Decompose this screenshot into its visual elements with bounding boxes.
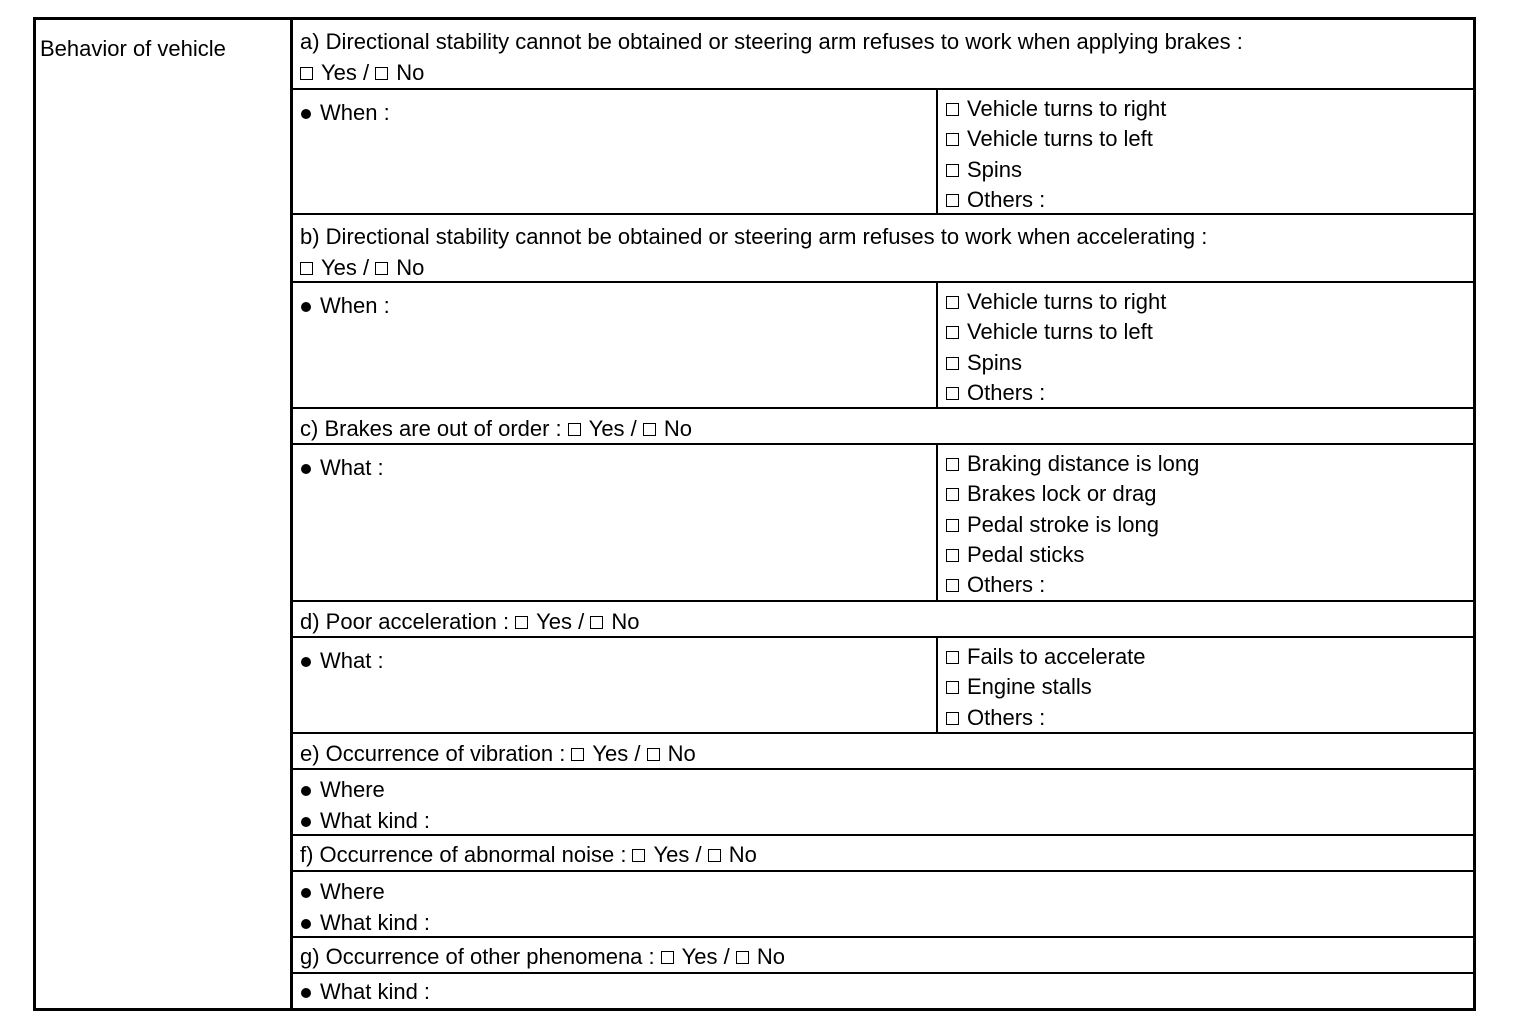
yes-label: Yes bbox=[588, 416, 625, 441]
question-d-text: d) Poor acceleration : bbox=[300, 609, 510, 634]
option-checkbox[interactable] bbox=[946, 458, 959, 471]
no-checkbox[interactable] bbox=[643, 423, 656, 436]
when-label: When : bbox=[320, 293, 390, 318]
bullet-icon bbox=[301, 464, 311, 474]
option-label: Vehicle turns to left bbox=[967, 126, 1153, 152]
no-label: No bbox=[396, 255, 425, 280]
no-label: No bbox=[756, 944, 786, 969]
option-checkbox[interactable] bbox=[946, 103, 959, 116]
option-label: Spins bbox=[967, 156, 1023, 182]
question-a-text: a) Directional stability cannot be obtained or steering arm refuses to work when applying brakes : bbox=[300, 29, 1243, 54]
question-d-detail bbox=[293, 638, 1473, 734]
bullet-icon bbox=[301, 786, 311, 796]
bullet-icon bbox=[301, 657, 311, 667]
yes-checkbox[interactable] bbox=[568, 423, 581, 436]
what-label: What : bbox=[320, 648, 384, 673]
no-checkbox[interactable] bbox=[736, 951, 749, 964]
bullet-icon bbox=[301, 919, 311, 929]
what-label: What : bbox=[320, 455, 384, 480]
option-label: Braking distance is long bbox=[967, 451, 1200, 476]
option-checkbox[interactable] bbox=[946, 579, 959, 592]
no-checkbox[interactable] bbox=[375, 67, 388, 80]
what-kind-label: What kind : bbox=[320, 909, 431, 935]
option-label: Vehicle turns to right bbox=[967, 289, 1167, 314]
no-checkbox[interactable] bbox=[375, 262, 388, 275]
yes-checkbox[interactable] bbox=[571, 748, 584, 761]
question-g-row: g) Occurrence of other phenomena : Yes / No bbox=[293, 938, 1473, 974]
option-checkbox[interactable] bbox=[946, 357, 959, 370]
yes-label: Yes bbox=[653, 842, 690, 867]
no-label: No bbox=[611, 609, 640, 634]
option-checkbox[interactable] bbox=[946, 519, 959, 532]
when-label: When : bbox=[320, 100, 390, 125]
vehicle-behavior-form bbox=[33, 17, 1476, 1011]
option-checkbox[interactable] bbox=[946, 326, 959, 339]
option-label: Fails to accelerate bbox=[967, 644, 1146, 669]
section-label: Behavior of vehicle bbox=[36, 20, 293, 1008]
option-checkbox[interactable] bbox=[946, 549, 959, 562]
yes-checkbox[interactable] bbox=[300, 67, 313, 80]
question-e-text: e) Occurrence of vibration : bbox=[300, 741, 566, 766]
yes-label: Yes bbox=[592, 741, 629, 766]
no-checkbox[interactable] bbox=[708, 849, 721, 862]
question-c-row: c) Brakes are out of order : Yes / No bbox=[293, 409, 1473, 445]
question-g-detail bbox=[293, 974, 1473, 1008]
yes-checkbox[interactable] bbox=[661, 951, 674, 964]
no-label: No bbox=[728, 842, 757, 867]
question-g-text: g) Occurrence of other phenomena : bbox=[300, 944, 655, 969]
option-checkbox[interactable] bbox=[946, 164, 959, 177]
question-e-detail bbox=[293, 770, 1473, 836]
option-checkbox[interactable] bbox=[946, 488, 959, 501]
no-checkbox[interactable] bbox=[647, 748, 660, 761]
question-f-detail bbox=[293, 872, 1473, 938]
yes-label: Yes bbox=[321, 255, 357, 280]
question-a-detail bbox=[293, 90, 1473, 215]
question-f-row: f) Occurrence of abnormal noise : Yes / No bbox=[293, 836, 1473, 872]
what-kind-label: What kind : bbox=[320, 979, 431, 1004]
question-c-text: c) Brakes are out of order : bbox=[300, 416, 562, 441]
yes-checkbox[interactable] bbox=[515, 616, 528, 629]
option-label: Others : bbox=[967, 572, 1046, 598]
option-label: Pedal stroke is long bbox=[967, 511, 1159, 537]
no-label: No bbox=[663, 416, 693, 441]
no-label: No bbox=[396, 60, 425, 85]
question-c-detail bbox=[293, 445, 1473, 602]
question-f-text: f) Occurrence of abnormal noise : bbox=[300, 842, 627, 867]
question-b-detail bbox=[293, 283, 1473, 409]
option-label: Others : bbox=[967, 704, 1046, 730]
option-checkbox[interactable] bbox=[946, 296, 959, 309]
option-checkbox[interactable] bbox=[946, 133, 959, 146]
bullet-icon bbox=[301, 888, 311, 898]
questions-column bbox=[293, 20, 1473, 1008]
no-label: No bbox=[667, 741, 696, 766]
no-checkbox[interactable] bbox=[590, 616, 603, 629]
option-checkbox[interactable] bbox=[946, 712, 959, 725]
what-kind-label: What kind : bbox=[320, 807, 431, 833]
where-label: Where bbox=[320, 879, 385, 904]
yes-label: Yes bbox=[536, 609, 572, 634]
option-label: Vehicle turns to left bbox=[967, 319, 1153, 345]
option-label: Pedal sticks bbox=[967, 541, 1085, 567]
bullet-icon bbox=[301, 302, 311, 312]
option-label: Spins bbox=[967, 349, 1023, 375]
question-e-row: e) Occurrence of vibration : Yes / No bbox=[293, 734, 1473, 770]
bullet-icon bbox=[301, 817, 311, 827]
option-label: Vehicle turns to right bbox=[967, 96, 1167, 121]
question-d-row: d) Poor acceleration : Yes / No bbox=[293, 602, 1473, 638]
question-b-text: b) Directional stability cannot be obtained or steering arm refuses to work when accelerating : bbox=[300, 224, 1208, 249]
bullet-icon bbox=[301, 988, 311, 998]
option-checkbox[interactable] bbox=[946, 387, 959, 400]
option-label: Brakes lock or drag bbox=[967, 481, 1157, 507]
option-label: Others : bbox=[967, 379, 1046, 405]
option-label: Others : bbox=[967, 186, 1046, 212]
yes-checkbox[interactable] bbox=[632, 849, 645, 862]
yes-label: Yes bbox=[681, 944, 718, 969]
yes-checkbox[interactable] bbox=[300, 262, 313, 275]
option-checkbox[interactable] bbox=[946, 194, 959, 207]
yes-label: Yes bbox=[321, 60, 357, 85]
question-a-row: a) Directional stability cannot be obtained or steering arm refuses to work when applying brakes : Yes / No bbox=[293, 20, 1473, 90]
option-checkbox[interactable] bbox=[946, 681, 959, 694]
option-checkbox[interactable] bbox=[946, 651, 959, 664]
question-b-row: b) Directional stability cannot be obtained or steering arm refuses to work when accelerating : Yes / No bbox=[293, 215, 1473, 283]
where-label: Where bbox=[320, 777, 385, 802]
bullet-icon bbox=[301, 109, 311, 119]
option-label: Engine stalls bbox=[967, 674, 1092, 700]
